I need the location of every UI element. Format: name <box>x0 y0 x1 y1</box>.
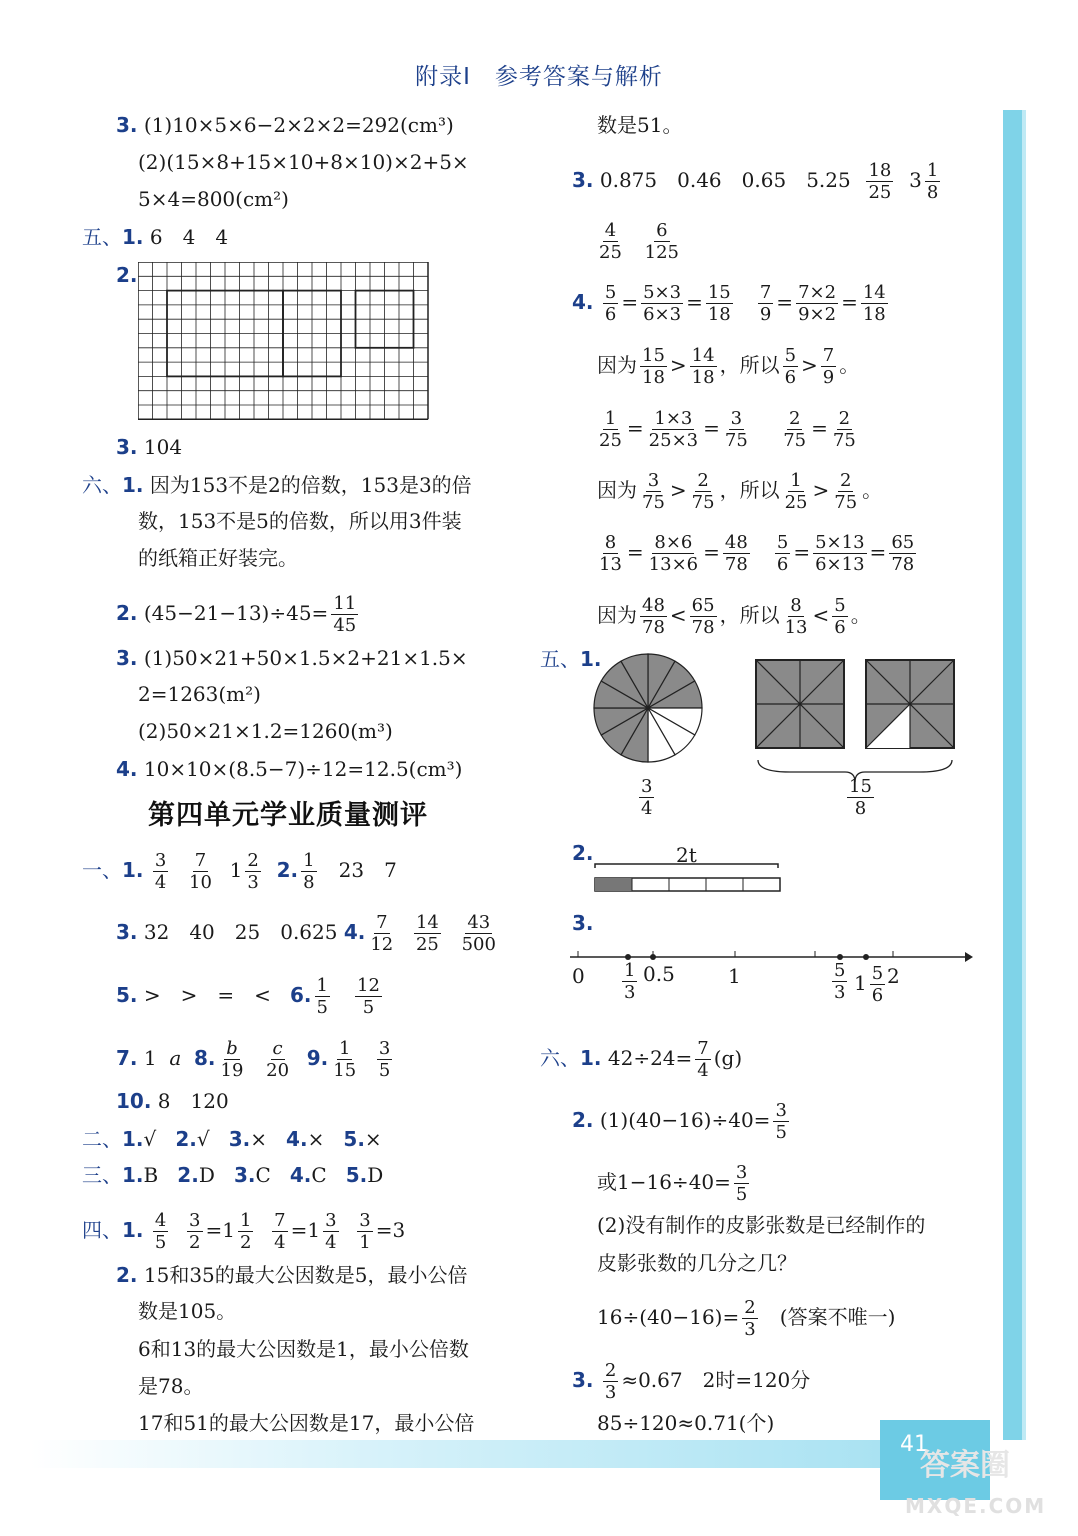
answer-line: 是78。 <box>138 1374 204 1398</box>
fraction: $\frac{6}{125}$ <box>644 220 679 263</box>
tick-one: 1 <box>728 964 741 988</box>
section-label: 二、 <box>82 1127 122 1151</box>
denominator: 45 <box>333 615 357 636</box>
answer-line: (2)没有制作的皮影张数是已经制作的 <box>597 1213 926 1237</box>
item-number: 3. <box>116 920 138 944</box>
item-number: 3. <box>116 113 138 137</box>
watermark-logo: 答案圈 <box>920 1448 1010 1483</box>
section-label: 三、 <box>82 1163 122 1187</box>
answer-line: 数是51。 <box>597 113 683 137</box>
tick-five-thirds: $\frac{5}{3}$ <box>834 960 846 1003</box>
answer-line: 5×4=800(cm²) <box>138 187 289 211</box>
answer-line: 数，153不是5的倍数，所以用3件装 <box>138 509 462 533</box>
answer-line: (2)50×21×1.2=1260(m³) <box>138 719 393 743</box>
answer-text: (1)10×5×6−2×2×2=292(cm³) <box>143 113 454 137</box>
item-number: 4. <box>116 757 138 781</box>
fraction: $\frac{3}{4}$ <box>325 1210 337 1253</box>
item-number: 8. <box>193 1046 216 1070</box>
side-decoration-bar-light <box>1022 110 1026 1440</box>
watermark-url: MXQE.COM <box>905 1494 1047 1518</box>
numerator: 11 <box>333 593 357 614</box>
tick-third: $\frac{1}{3}$ <box>624 960 636 1003</box>
fraction: $\frac{3}{4}$ <box>154 850 167 893</box>
answer-line: 皮影张数的几分之几？ <box>597 1251 797 1275</box>
fraction: $\frac{7}{4}$ <box>274 1210 286 1253</box>
bottom-decoration-bar <box>30 1440 890 1468</box>
answer-line: 的纸箱正好装完。 <box>138 546 298 570</box>
fraction: $\frac{1}{8}$ <box>303 850 315 893</box>
fraction: $\frac{1}{2}$ <box>239 1210 252 1253</box>
tick-half: 0.5 <box>643 962 675 986</box>
answer-line: 2. <box>572 841 594 865</box>
answer-line: 6和13的最大公因数是1，最小公倍数 <box>138 1337 469 1361</box>
item-number: 10. <box>116 1089 152 1113</box>
item-number: 7. <box>116 1046 138 1070</box>
item-number: 3. <box>116 435 138 459</box>
item-number: 9. <box>306 1046 329 1070</box>
answer-line: 7. 1 a 8. $\frac{b}{19}$ $\frac{c}{20}$ 9. $\frac{1}{15}$ $\frac{3}{5}$ <box>116 1038 391 1081</box>
bar-diagram <box>590 862 790 894</box>
fraction: $\frac{3}{5}$ <box>378 1038 391 1081</box>
answer-text: 10×10×(8.5−7)÷12=12.5(cm³) <box>143 757 463 781</box>
answer-line: 3. <box>572 911 594 935</box>
item-number: 3. <box>116 646 138 670</box>
answer-line: 2. 15和35的最大公因数是5，最小公倍 <box>116 1263 468 1287</box>
tick-two: 2 <box>887 964 900 988</box>
fraction: $\frac{1}{5}$ <box>316 975 328 1018</box>
answer-line: 二、1.√ 2.√ 3.× 4.× 5.× <box>82 1127 382 1151</box>
grid-figure <box>138 262 430 420</box>
answer-text: (45−21−13)÷45= <box>143 601 329 625</box>
fraction: $\frac{b}{19}$ <box>220 1038 244 1081</box>
answer-text: 104 <box>143 435 183 459</box>
fraction: $\frac{18}{25}$ <box>868 160 892 203</box>
item-number: 6. <box>289 983 312 1007</box>
answer-line <box>116 593 361 636</box>
answer-line: $\frac{15}{8}$ <box>849 776 872 819</box>
item-number: 2. <box>276 858 299 882</box>
item-number: 1. <box>122 225 144 249</box>
item-number: 2. <box>116 263 138 287</box>
fraction: $\frac{2}{3}$ <box>247 850 259 893</box>
answer-line <box>82 472 472 498</box>
page-number: 41 <box>900 1432 928 1457</box>
answer-line: 六、1. 42÷24= $\frac{7}{4}$ (g) <box>540 1038 743 1081</box>
answer-line: $\frac{8}{13}$ = $\frac{8\times 6}{13\times 6}$ = $\frac{48}{78}$ $\frac{5}{6}$ = $\frac{5\times 13}{6\times 13}$ = $\frac{65}{78}$ <box>599 532 915 575</box>
fraction: $\frac{43}{500}$ <box>461 912 496 955</box>
answer-line: 数是105。 <box>138 1299 237 1323</box>
bar-label: 2t <box>676 843 697 867</box>
tick-one-five-sixths: 1 $\frac{5}{6}$ <box>854 963 884 1006</box>
answer-text: (1)50×21+50×1.5×2+21×1.5× <box>143 646 468 670</box>
answer-line: $\frac{1}{25}$ = $\frac{1\times 3}{25\times 3}$ = $\frac{3}{75}$ $\frac{2}{75}$ = $\frac{2}{75}$ <box>599 408 856 451</box>
item-number: 1. <box>122 473 144 497</box>
page-header: 附录Ⅰ 参考答案与解析 <box>415 64 663 90</box>
item-number: 1. <box>122 858 144 882</box>
answer-line: 3. $\frac{2}{3}$ ≈0.67 2时=120分 <box>572 1360 811 1403</box>
answer-text: 因为153不是2的倍数，153是3的倍 <box>149 473 472 497</box>
answer-line: 因为 $\frac{3}{75}$ > $\frac{2}{75}$ ，所以 $\frac{1}{25}$ > $\frac{2}{75}$ 。 <box>597 470 883 513</box>
fraction: $\frac{1}{8}$ <box>926 160 939 203</box>
answer-line <box>594 220 684 263</box>
answer-line: 85÷120≈0.71(个) <box>597 1411 775 1435</box>
answer-line: 17和51的最大公因数是17，最小公倍 <box>138 1411 475 1435</box>
item-number: 4. <box>343 920 366 944</box>
answer-line: 4. $\frac{5}{6}$ = $\frac{5\times 3}{6\times 3}$ = $\frac{15}{18}$ $\frac{7}{9}$ = $\frac{7\times 2}{9\times 2}$ = $\frac{14}{18}$ <box>572 282 886 325</box>
answer-line <box>116 434 182 460</box>
section-label: 六、 <box>82 473 122 497</box>
section-label: 五、 <box>82 225 122 249</box>
fraction: $\frac{4}{5}$ <box>154 1210 167 1253</box>
answer-line <box>116 262 138 288</box>
fraction: $\frac{7}{12}$ <box>370 912 394 955</box>
answer-line: 2. (1)(40−16)÷40= $\frac{3}{5}$ <box>572 1100 787 1143</box>
fraction: $\frac{3}{1}$ <box>359 1210 371 1253</box>
unit-title: 第四单元学业质量测评 <box>148 800 428 831</box>
answer-line: 3. 0.875 0.46 0.65 5.25 $\frac{18}{25}$ 3 $\frac{1}{8}$ <box>572 160 939 203</box>
fraction: $\frac{4}{25}$ <box>599 220 622 263</box>
tick-zero: 0 <box>572 964 585 988</box>
answer-line: 四、1. $\frac{4}{5}$ $\frac{3}{2}$ =1 $\frac{1}{2}$ $\frac{7}{4}$ =1 $\frac{3}{4}$ $\frac{3}{1}$ =3 <box>82 1210 406 1253</box>
answer-line <box>116 756 462 782</box>
fraction: $\frac{c}{20}$ <box>266 1038 290 1081</box>
fraction: $\frac{12}{5}$ <box>357 975 380 1018</box>
answer-line: 5. > > = < 6. $\frac{1}{5}$ $\frac{12}{5}$ <box>116 975 380 1018</box>
answer-line: 五、1. <box>540 647 602 671</box>
answer-line: 三、1.B 2.D 3.C 4.C 5.D <box>82 1163 384 1187</box>
fraction: $\frac{7}{10}$ <box>189 850 212 893</box>
answer-line: 16÷(40−16)= $\frac{2}{3}$ (答案不唯一) <box>597 1297 896 1340</box>
answer-line: 2=1263(m²) <box>138 682 261 706</box>
fraction: $\frac{14}{25}$ <box>415 912 439 955</box>
answer-line: 因为 $\frac{15}{18}$ > $\frac{14}{18}$ ，所以 $\frac{5}{6}$ > $\frac{7}{9}$ 。 <box>597 345 860 388</box>
answer-line: 10. 8 120 <box>116 1089 229 1113</box>
answer-line: (2)(15×8+15×10+8×10)×2+5× <box>138 150 469 174</box>
answer-line <box>116 112 454 138</box>
answer-line: $\frac{3}{4}$ <box>641 776 653 819</box>
fraction: $\frac{3}{2}$ <box>189 1210 201 1253</box>
answer-line <box>116 645 468 671</box>
answer-line: 因为 $\frac{48}{78}$ < $\frac{65}{78}$ ，所以 $\frac{8}{13}$ < $\frac{5}{6}$ 。 <box>597 595 871 638</box>
fraction: $\frac{1}{15}$ <box>333 1038 357 1081</box>
answer-line: 3. 32 40 25 0.625 4. $\frac{7}{12}$ $\frac{14}{25}$ $\frac{43}{500}$ <box>116 912 496 955</box>
section-label: 四、 <box>82 1218 122 1242</box>
answer-line: 一、1. $\frac{3}{4}$ $\frac{7}{10}$ 1 $\frac{2}{3}$ 2. $\frac{1}{8}$ 23 7 <box>82 850 397 893</box>
item-number: 5. <box>116 983 138 1007</box>
answer-line <box>82 224 228 250</box>
answer-text: 6 4 4 <box>149 225 229 249</box>
section-label: 一、 <box>82 858 122 882</box>
answer-line: 或1−16÷40= $\frac{3}{5}$ <box>597 1162 748 1205</box>
fraction <box>331 593 358 636</box>
item-number: 2. <box>116 601 138 625</box>
